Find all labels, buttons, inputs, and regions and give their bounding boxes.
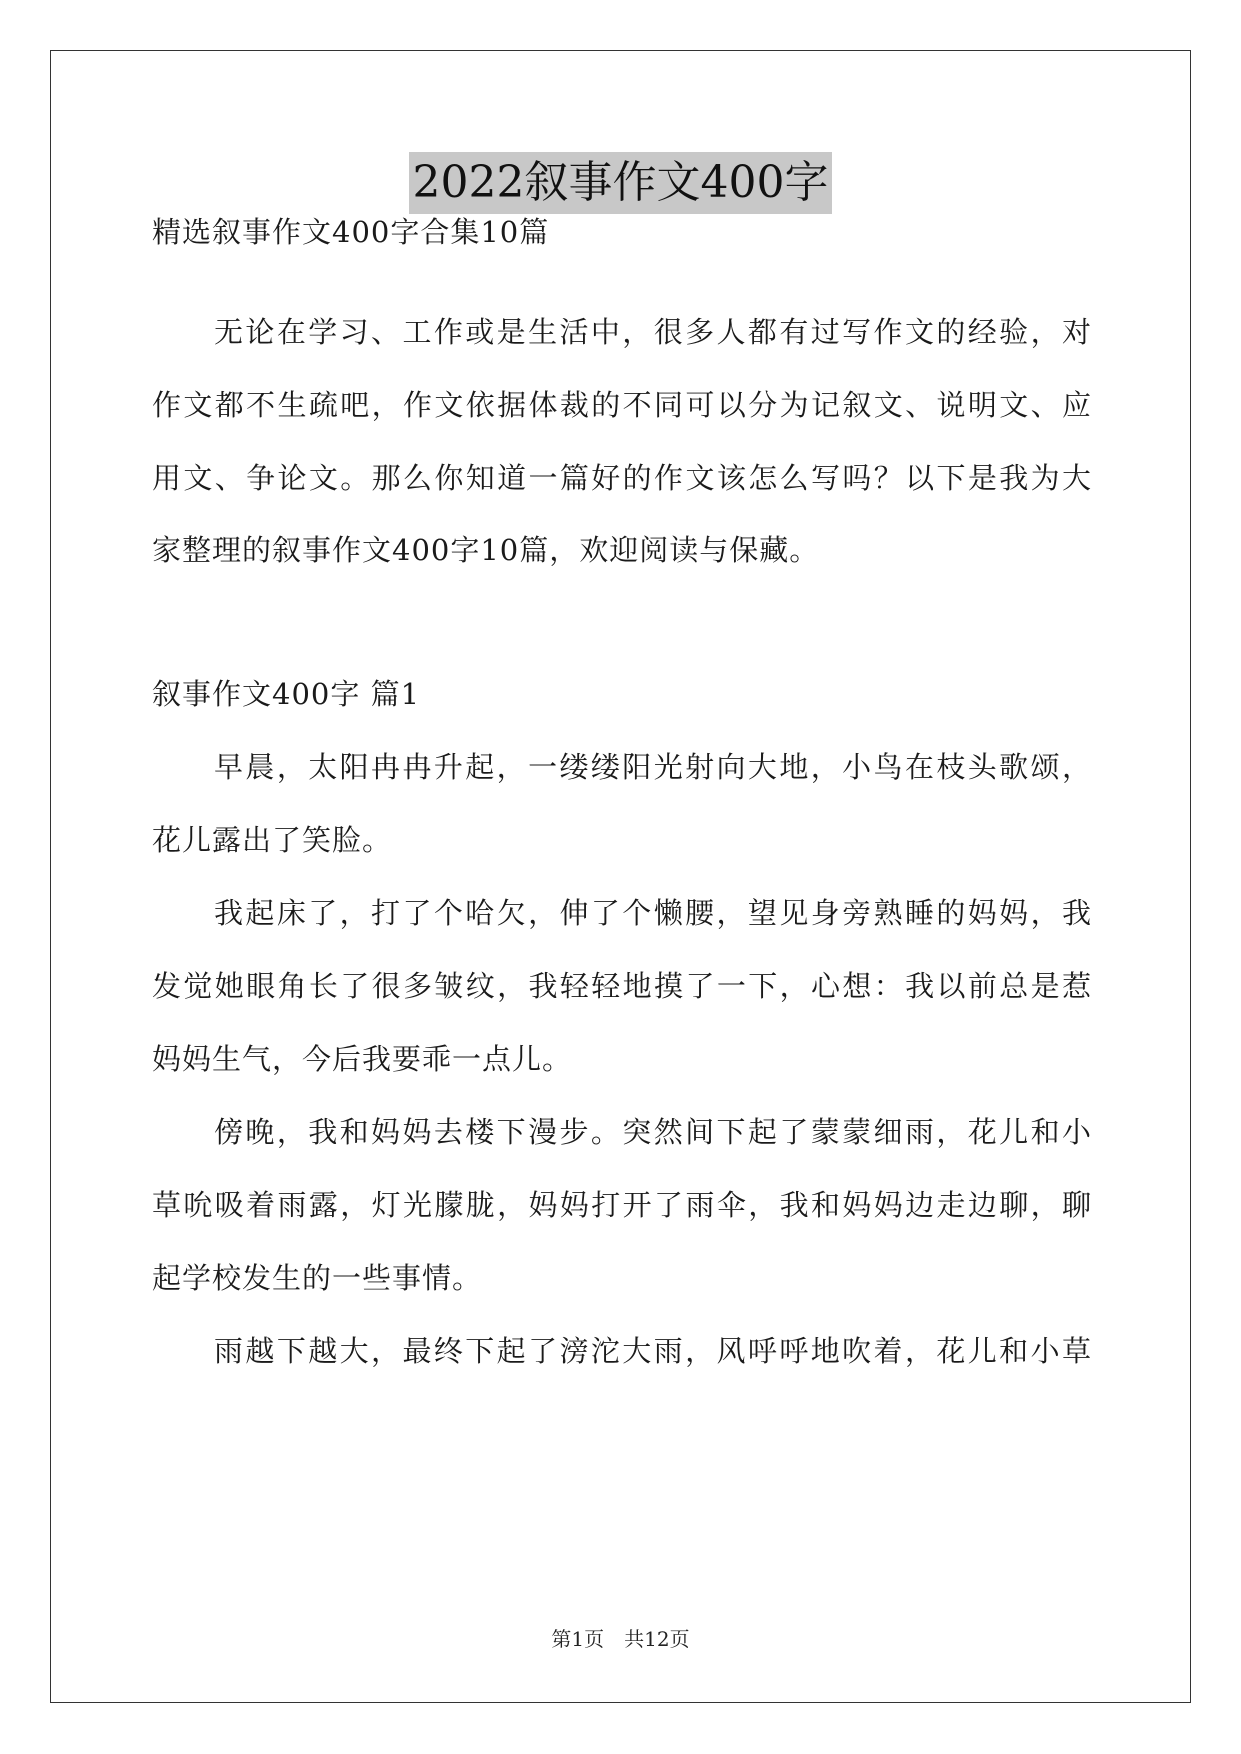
document-title: 2022叙事作文400字 bbox=[409, 152, 833, 214]
page-number-footer: 第1页 共12页 bbox=[551, 1627, 690, 1651]
page-border bbox=[50, 50, 1191, 1703]
paragraph3-line-3: 起学校发生的一些事情。 bbox=[152, 1261, 483, 1295]
paragraph3-line-2: 草吮吸着雨露，灯光朦胧，妈妈打开了雨伞，我和妈妈边走边聊，聊 bbox=[152, 1188, 1092, 1222]
paragraph2-line-3: 妈妈生气，今后我要乖一点儿。 bbox=[152, 1042, 573, 1076]
intro-line-2: 作文都不生疏吧，作文依据体裁的不同可以分为记叙文、说明文、应 bbox=[152, 388, 1092, 422]
intro-line-1: 无论在学习、工作或是生活中，很多人都有过写作文的经验，对 bbox=[214, 315, 1092, 349]
intro-line-4: 家整理的叙事作文400字10篇，欢迎阅读与保藏。 bbox=[152, 533, 820, 567]
section-heading: 叙事作文400字 篇1 bbox=[152, 677, 421, 711]
title-container bbox=[0, 152, 1241, 214]
paragraph2-line-2: 发觉她眼角长了很多皱纹，我轻轻地摸了一下，心想：我以前总是惹 bbox=[152, 969, 1092, 1003]
paragraph1-line-2: 花儿露出了笑脸。 bbox=[152, 823, 393, 857]
document-subtitle: 精选叙事作文400字合集10篇 bbox=[152, 215, 550, 249]
paragraph2-line-1: 我起床了，打了个哈欠，伸了个懒腰，望见身旁熟睡的妈妈，我 bbox=[214, 896, 1092, 930]
paragraph3-line-1: 傍晚，我和妈妈去楼下漫步。突然间下起了蒙蒙细雨，花儿和小 bbox=[214, 1115, 1092, 1149]
intro-line-3: 用文、争论文。那么你知道一篇好的作文该怎么写吗？以下是我为大 bbox=[152, 461, 1092, 495]
paragraph1-line-1: 早晨，太阳冉冉升起，一缕缕阳光射向大地，小鸟在枝头歌颂， bbox=[214, 750, 1092, 784]
paragraph4-line-1: 雨越下越大，最终下起了滂沱大雨，风呼呼地吹着，花儿和小草 bbox=[214, 1334, 1092, 1368]
